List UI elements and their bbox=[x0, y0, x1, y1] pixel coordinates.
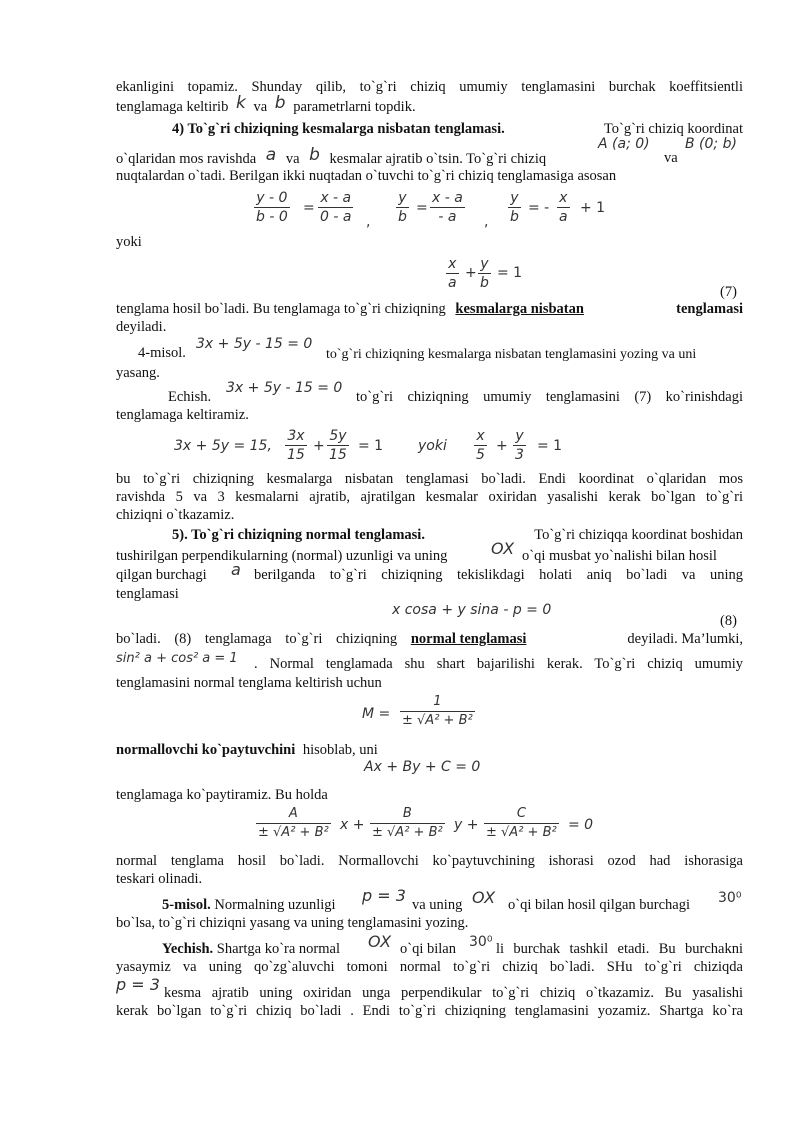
text-fragment: va bbox=[664, 150, 678, 166]
text-line: yasang. bbox=[116, 365, 160, 381]
text-line: berilganda to`g`ri chiziqning tekislikdagi holati aniq bo`ladi va uning bbox=[254, 567, 743, 583]
plus-sign: + bbox=[313, 438, 325, 454]
text-line bbox=[116, 145, 743, 168]
text-line: kerak bo`lgan to`g`ri chiziq bo`ladi . Endi to`g`ri chiziqning tenglamasini yozamiz. Shartga ko`ra bbox=[116, 1003, 743, 1019]
math-symbol: b bbox=[309, 145, 320, 165]
fraction: B ± √A² + B² bbox=[372, 806, 443, 840]
equation: 3x + 5y = 15, bbox=[174, 438, 272, 454]
equation: 3x + 5y - 15 = 0 bbox=[196, 336, 313, 352]
text-line: o`qi musbat yo`nalishi bilan hosil bbox=[522, 548, 717, 564]
axis-symbol: OX bbox=[368, 932, 392, 951]
section-heading bbox=[172, 120, 743, 138]
equation: Ax + By + C = 0 bbox=[364, 759, 481, 775]
math-symbol: k bbox=[235, 93, 246, 113]
text-line: tenglamasini normal tenglama keltirish uchun bbox=[116, 675, 382, 691]
term-tail: x + bbox=[340, 817, 365, 833]
text-fragment: parametrlarni topdik. bbox=[293, 99, 416, 115]
text-fragment: tushirilgan perpendikularning (normal) uzunligi va uning bbox=[116, 548, 448, 564]
equals-one: = 1 bbox=[497, 265, 523, 281]
text-line: chiziqni o`tkazamiz. bbox=[116, 507, 235, 523]
equation-number: (8) bbox=[720, 613, 737, 629]
text-line: to`g`ri chiziqning kesmalarga nisbatan tenglamasini yozing va uni bbox=[326, 347, 697, 362]
fraction: A ± √A² + B² bbox=[258, 806, 329, 840]
text-fragment: o`qi bilan hosil qilgan burchagi bbox=[508, 897, 691, 913]
equals-minus: = - bbox=[528, 200, 550, 216]
fraction: y b bbox=[480, 256, 489, 291]
fraction: x a bbox=[559, 190, 568, 225]
example-label: 5-misol. bbox=[162, 897, 211, 913]
point-a-formula: A (a; 0) bbox=[598, 136, 650, 152]
angle-value: 30⁰ bbox=[469, 934, 493, 950]
equation: p = 3 bbox=[362, 886, 406, 905]
text-fragment: Normalning uzunligi bbox=[214, 897, 336, 913]
math-symbol: b bbox=[274, 93, 286, 113]
equals-sign: = bbox=[416, 200, 428, 216]
point-b-formula: B (0; b) bbox=[685, 136, 737, 152]
fraction: y - 0 b - 0 bbox=[256, 190, 288, 225]
equation-number: (7) bbox=[720, 284, 737, 300]
text-fragment: o`qi bilan bbox=[400, 941, 456, 957]
equation: p = 3 bbox=[116, 975, 160, 994]
fraction: y 3 bbox=[515, 428, 524, 463]
text-line: ekanligini topamiz. Shunday qilib, to`g`ri chiziq umumiy tenglamasini burchak koeffitsientli bbox=[116, 79, 743, 95]
axis-symbol: OX bbox=[472, 888, 496, 907]
heading-bold: 4) To`g`ri chiziqning kesmalarga nisbatan tenglamasi. bbox=[172, 121, 505, 137]
equals-one: = 1 bbox=[358, 438, 384, 454]
text-line bbox=[116, 741, 743, 759]
text-fragment: bo`ladi. (8) tenglamaga to`g`ri chiziqning bbox=[116, 631, 398, 647]
text-line: yasaymiz va uning qo`zg`aluvchi tomoni normal to`g`ri chiziq bo`ladi. SHu to`g`ri chiziqda bbox=[116, 959, 743, 975]
text-line: teskari olinadi. bbox=[116, 871, 203, 887]
text-fragment: qilgan burchagi bbox=[116, 567, 207, 583]
fraction: 5y 15 bbox=[329, 428, 347, 463]
alpha-symbol: a bbox=[231, 560, 241, 579]
equation-lhs: M = bbox=[362, 706, 391, 722]
bold-term: normallovchi ko`paytuvchini bbox=[116, 742, 296, 758]
text-line: to`g`ri chiziqning umumiy tenglamasini (7) ko`rinishdagi bbox=[356, 389, 743, 405]
bold-term: tenglamasi bbox=[676, 301, 743, 317]
underlined-term: normal tenglamasi bbox=[410, 631, 527, 647]
text-fragment: va uning bbox=[412, 897, 463, 913]
fraction: 1 ± √A² + B² bbox=[402, 694, 473, 728]
text-line: yoki bbox=[116, 234, 142, 250]
text-line: tenglamaga keltiramiz. bbox=[116, 407, 249, 423]
text-fragment: Shartga ko`ra normal bbox=[216, 941, 341, 957]
text-line bbox=[116, 630, 743, 648]
text-line: tenglamaga ko`paytiramiz. Bu holda bbox=[116, 787, 328, 803]
text-line: nuqtalardan o`tadi. Berilgan ikki nuqtadan o`tuvchi to`g`ri chiziq tenglamasiga asosan bbox=[116, 168, 617, 184]
text-line: bu to`g`ri chiziqning kesmalarga nisbatan tenglamasi bo`ladi. Endi koordinat o`qlaridan mos bbox=[116, 471, 743, 487]
text-fragment: kesmalar ajratib o`tsin. To`g`ri chiziq bbox=[329, 151, 547, 167]
fraction: x - a - a bbox=[432, 190, 463, 225]
text-fragment: tenglamaga keltirib bbox=[116, 99, 229, 115]
text-fragment: To`g`ri chiziq koordinat bbox=[603, 121, 743, 137]
equation: x cosa + y sina - p = 0 bbox=[392, 602, 552, 618]
term-tail: = 0 bbox=[568, 817, 594, 833]
axis-symbol: OX bbox=[491, 539, 515, 558]
fraction: x a bbox=[448, 256, 457, 291]
text-line: ravishda 5 va 3 kesmalarni ajratib, ajratilgan kesmalar oxiridan yasalishi kerak bo`lgan to`g`ri bbox=[116, 489, 743, 505]
solution-label: Echish. bbox=[168, 389, 212, 405]
text-line bbox=[116, 300, 743, 318]
text-line: deyiladi. bbox=[116, 319, 167, 335]
text-line: kesma ajratib uning oxiridan unga perpendikular to`g`ri chiziq o`tkazamiz. Bu yasalishi bbox=[164, 985, 743, 1001]
math-symbol: a bbox=[265, 145, 277, 165]
underlined-term: kesmalarga nisbatan bbox=[455, 301, 584, 317]
example-label: 4-misol. bbox=[138, 345, 186, 361]
text-line bbox=[116, 93, 743, 116]
identity-formula: sin² a + cos² a = 1 bbox=[116, 651, 238, 666]
term-tail: y + bbox=[454, 817, 479, 833]
plus-one: + 1 bbox=[580, 200, 606, 216]
text-fragment: va bbox=[253, 99, 268, 115]
text-fragment: tenglama hosil bo`ladi. Bu tenglamaga to`g`ri chiziqning bbox=[116, 301, 446, 317]
fraction: x - a 0 - a bbox=[320, 190, 352, 225]
fraction: y b bbox=[398, 190, 407, 225]
fraction: x 5 bbox=[476, 428, 485, 463]
equals-one: = 1 bbox=[537, 438, 563, 454]
comma: , bbox=[366, 214, 371, 230]
text-line: normal tenglama hosil bo`ladi. Normallovchi ko`paytuvchining ishorasi ozod had ishorasiga bbox=[116, 853, 743, 869]
fraction: y b bbox=[510, 190, 519, 225]
text-line: tenglamasi bbox=[116, 586, 179, 602]
text-fragment: li burchak tashkil etadi. Bu burchakni bbox=[496, 941, 743, 957]
text-fragment: To`g`ri chiziqqa koordinat boshidan bbox=[534, 527, 743, 543]
plus-sign: + bbox=[465, 265, 477, 281]
text-fragment: o`qlaridan mos ravishda bbox=[116, 151, 257, 167]
text-fragment: hisoblab, uni bbox=[302, 742, 378, 758]
plus-sign: + bbox=[496, 438, 508, 454]
section-heading bbox=[172, 526, 743, 544]
comma: , bbox=[484, 214, 489, 230]
fraction: C ± √A² + B² bbox=[486, 806, 557, 840]
angle-value: 30⁰ bbox=[718, 890, 742, 906]
equation: 3x + 5y - 15 = 0 bbox=[226, 380, 343, 396]
text-line: bo`lsa, to`g`ri chiziqni yasang va uning tenglamasini yozing. bbox=[116, 915, 469, 931]
heading-bold: 5). To`g`ri chiziqning normal tenglamasi. bbox=[172, 527, 425, 543]
solution-label: Yechish. bbox=[162, 941, 214, 957]
text-fragment: deyiladi. Ma’lumki, bbox=[627, 631, 743, 647]
fraction: 3x 15 bbox=[287, 428, 305, 463]
text-fragment: va bbox=[285, 151, 300, 167]
yoki-word: yoki bbox=[418, 438, 447, 454]
equals-sign: = bbox=[303, 200, 315, 216]
text-line: . Normal tenglamada shu shart bajarilishi kerak. To`g`ri chiziq umumiy bbox=[254, 656, 743, 672]
